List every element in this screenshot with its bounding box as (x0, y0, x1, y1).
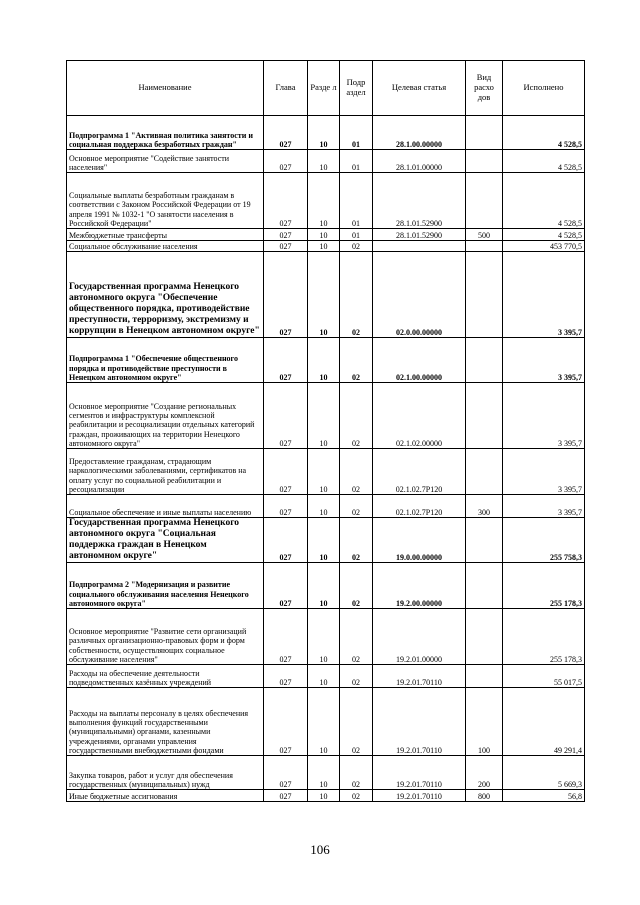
table-row (67, 563, 585, 609)
row-podrazdel: 02 (340, 609, 373, 665)
row-value: 3 395,7 (503, 383, 585, 449)
row-razdel: 10 (308, 252, 340, 338)
table-row (67, 150, 585, 173)
row-article: 19.2.01.00000 (373, 609, 466, 665)
row-name: Иные бюджетные ассигнования (67, 790, 264, 802)
row-name: Государственная программа Ненецкого автономного округа "Социальная поддержка граждан в Ненецком автономном округе" (67, 518, 264, 563)
row-podrazdel: 02 (340, 252, 373, 338)
row-article: 19.2.01.70110 (373, 688, 466, 756)
row-vid: 100 (466, 688, 503, 756)
row-razdel: 10 (308, 790, 340, 802)
row-glava: 027 (264, 756, 308, 790)
row-podrazdel: 02 (340, 449, 373, 495)
row-article: 02.1.02.00000 (373, 383, 466, 449)
row-vid (466, 449, 503, 495)
row-razdel: 10 (308, 756, 340, 790)
row-value: 4 528,5 (503, 116, 585, 150)
row-value: 453 770,5 (503, 241, 585, 252)
row-vid (466, 252, 503, 338)
header-row (67, 61, 585, 116)
row-article: 02.1.00.00000 (373, 338, 466, 383)
row-vid (466, 241, 503, 252)
header-article: Целевая статья (373, 61, 466, 116)
row-glava: 027 (264, 252, 308, 338)
page-number: 106 (310, 842, 330, 857)
row-vid (466, 116, 503, 150)
row-glava: 027 (264, 688, 308, 756)
row-article (373, 241, 466, 252)
row-name: Социальные выплаты безработным гражданам в соответствии с Законом Российской Федерации от 19 апреля 1991 № 1032-1 "О занятости населения в Российской Федерации" (67, 173, 264, 229)
row-article: 02.0.00.00000 (373, 252, 466, 338)
row-vid (466, 338, 503, 383)
row-glava: 027 (264, 173, 308, 229)
row-value: 4 528,5 (503, 150, 585, 173)
table-row (67, 173, 585, 229)
row-value: 4 528,5 (503, 229, 585, 241)
budget-table (66, 60, 585, 802)
row-article: 19.0.00.00000 (373, 518, 466, 563)
row-value: 3 395,7 (503, 252, 585, 338)
row-podrazdel: 01 (340, 150, 373, 173)
row-vid (466, 383, 503, 449)
row-vid (466, 150, 503, 173)
row-podrazdel: 02 (340, 338, 373, 383)
table-row (67, 229, 585, 241)
row-razdel: 10 (308, 563, 340, 609)
row-glava: 027 (264, 150, 308, 173)
table-row (67, 688, 585, 756)
row-razdel: 10 (308, 665, 340, 688)
header-glava: Глава (264, 61, 308, 116)
row-value: 49 291,4 (503, 688, 585, 756)
row-vid (466, 518, 503, 563)
row-glava: 027 (264, 563, 308, 609)
table-row (67, 338, 585, 383)
row-vid: 300 (466, 495, 503, 518)
table-row (67, 449, 585, 495)
row-razdel: 10 (308, 609, 340, 665)
header-executed: Исполнено (503, 61, 585, 116)
row-podrazdel: 02 (340, 518, 373, 563)
row-value: 3 395,7 (503, 338, 585, 383)
row-name: Основное мероприятие "Создание региональных сегментов и инфраструктуры комплексной реабилитации и ресоциализации отдельных категорий граждан, проживающих на территории Ненецкого автономного округа" (67, 383, 264, 449)
row-razdel: 10 (308, 241, 340, 252)
row-glava: 027 (264, 518, 308, 563)
row-glava: 027 (264, 241, 308, 252)
row-glava: 027 (264, 609, 308, 665)
row-vid (466, 173, 503, 229)
table-row (67, 518, 585, 563)
table-row (67, 665, 585, 688)
row-name: Подпрограмма 2 "Модернизация и развитие социального обслуживания населения Ненецкого автономного округа" (67, 563, 264, 609)
row-razdel: 10 (308, 518, 340, 563)
row-article: 19.2.01.70110 (373, 756, 466, 790)
row-value: 255 178,3 (503, 563, 585, 609)
row-glava: 027 (264, 495, 308, 518)
row-podrazdel: 02 (340, 756, 373, 790)
header-podrazdel: Подр аздел (340, 61, 373, 116)
row-article: 19.2.00.00000 (373, 563, 466, 609)
row-vid: 500 (466, 229, 503, 241)
row-name: Социальное обеспечение и иные выплаты населению (67, 495, 264, 518)
row-glava: 027 (264, 449, 308, 495)
row-glava: 027 (264, 229, 308, 241)
row-article: 28.1.01.52900 (373, 229, 466, 241)
row-podrazdel: 01 (340, 116, 373, 150)
row-article: 19.2.01.70110 (373, 665, 466, 688)
table-row (67, 756, 585, 790)
row-name: Основное мероприятие "Содействие занятости населения" (67, 150, 264, 173)
row-podrazdel: 02 (340, 790, 373, 802)
row-name: Межбюджетные трансферты (67, 229, 264, 241)
row-name: Предоставление гражданам, страдающим наркологическими заболеваниями, сертификатов на оплату услуг по социальной реабилитации и ресоциализации (67, 449, 264, 495)
row-value: 255 758,3 (503, 518, 585, 563)
row-razdel: 10 (308, 116, 340, 150)
row-glava: 027 (264, 790, 308, 802)
row-value: 4 528,5 (503, 173, 585, 229)
row-article: 28.1.00.00000 (373, 116, 466, 150)
row-glava: 027 (264, 338, 308, 383)
row-value: 3 395,7 (503, 495, 585, 518)
table-row (67, 116, 585, 150)
row-vid: 800 (466, 790, 503, 802)
row-name: Расходы на обеспечение деятельности подведомственных казённых учреждений (67, 665, 264, 688)
table-row (67, 241, 585, 252)
table-row (67, 609, 585, 665)
header-vid: Вид расхо дов (466, 61, 503, 116)
row-razdel: 10 (308, 173, 340, 229)
row-value: 55 017,5 (503, 665, 585, 688)
row-name: Подпрограмма 1 "Активная политика занятости и социальная поддержка безработных граждан" (67, 116, 264, 150)
row-razdel: 10 (308, 688, 340, 756)
row-vid: 200 (466, 756, 503, 790)
row-value: 56,8 (503, 790, 585, 802)
row-vid (466, 609, 503, 665)
row-razdel: 10 (308, 229, 340, 241)
row-podrazdel: 02 (340, 241, 373, 252)
row-razdel: 10 (308, 383, 340, 449)
row-article: 02.1.02.7Р120 (373, 495, 466, 518)
table-row (67, 252, 585, 338)
table-row (67, 495, 585, 518)
row-name: Социальное обслуживание населения (67, 241, 264, 252)
row-razdel: 10 (308, 449, 340, 495)
table-row (67, 383, 585, 449)
row-name: Основное мероприятие "Развитие сети организаций различных организационно-правовых форм и форм собственности, осуществляющих социальное обслуживание населения" (67, 609, 264, 665)
row-podrazdel: 02 (340, 665, 373, 688)
row-glava: 027 (264, 665, 308, 688)
row-vid (466, 563, 503, 609)
header-name: Наименование (67, 61, 264, 116)
row-name: Закупка товаров, работ и услуг для обеспечения государственных (муниципальных) нужд (67, 756, 264, 790)
row-article: 28.1.01.52900 (373, 173, 466, 229)
row-razdel: 10 (308, 150, 340, 173)
row-name: Расходы на выплаты персоналу в целях обеспечения выполнения функций государственными (муниципальными) органами, казенными учреждениями, органами управления государственными внебюджетными фондами (67, 688, 264, 756)
row-name: Государственная программа Ненецкого автономного округа "Обеспечение общественного порядка, противодействие преступности, терроризму, экстремизму и коррупции в Ненецком автономном округе" (67, 252, 264, 338)
row-article: 28.1.01.00000 (373, 150, 466, 173)
row-podrazdel: 02 (340, 563, 373, 609)
row-value: 3 395,7 (503, 449, 585, 495)
row-podrazdel: 02 (340, 495, 373, 518)
header-razdel: Разде л (308, 61, 340, 116)
row-value: 255 178,3 (503, 609, 585, 665)
row-glava: 027 (264, 116, 308, 150)
row-glava: 027 (264, 383, 308, 449)
row-podrazdel: 02 (340, 383, 373, 449)
row-article: 19.2.01.70110 (373, 790, 466, 802)
row-podrazdel: 01 (340, 229, 373, 241)
table-row (67, 790, 585, 802)
row-name: Подпрограмма 1 "Обеспечение общественного порядка и противодействие преступности в Ненецком автономном округе" (67, 338, 264, 383)
row-vid (466, 665, 503, 688)
row-article: 02.1.02.7Р120 (373, 449, 466, 495)
row-value: 5 669,3 (503, 756, 585, 790)
row-razdel: 10 (308, 338, 340, 383)
row-podrazdel: 02 (340, 688, 373, 756)
row-razdel: 10 (308, 495, 340, 518)
row-podrazdel: 01 (340, 173, 373, 229)
